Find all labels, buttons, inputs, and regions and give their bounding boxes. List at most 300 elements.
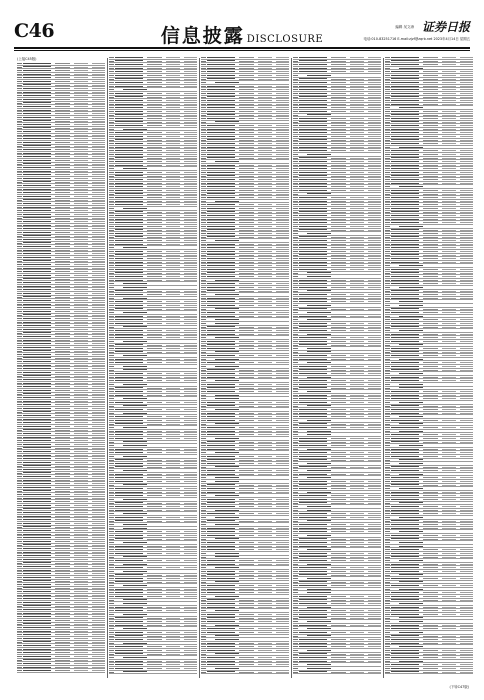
table-cell [331,600,346,601]
table-cell [184,118,197,119]
table-cell [74,307,87,308]
table-cell [423,319,438,320]
table-cell [55,620,70,621]
table-cell [276,334,289,335]
table-cell [258,273,271,274]
table-cell [423,194,438,195]
table-cell [368,97,381,98]
table-cell [385,470,390,471]
table-cell [92,523,105,524]
table-cell [92,192,105,193]
table-cell [391,172,419,173]
table-cell [23,577,51,578]
table-cell [299,150,327,151]
table-cell [23,616,51,617]
table-cell [115,337,143,338]
table-cell [239,64,254,65]
table-cell [92,591,105,592]
table-cell [55,408,70,409]
table-cell [293,542,298,543]
table-cell [55,652,70,653]
table-cell [331,370,346,371]
table-cell [92,77,105,78]
table-cell [147,330,162,331]
table-cell [184,388,197,389]
table-cell [147,636,162,637]
table-cell [23,544,51,545]
table-cell [293,140,298,141]
table-cell [276,276,289,277]
table-cell [293,251,298,252]
table-cell [239,89,254,90]
table-cell [299,556,327,557]
table-cell [17,95,22,96]
table-cell [258,646,271,647]
table-cell [166,273,179,274]
table-cell [184,452,197,453]
table-cell [299,661,327,662]
table-cell [276,115,289,116]
table-cell [74,663,87,664]
table-cell [442,564,455,565]
table-cell [423,485,438,486]
table-cell [201,287,206,288]
table-cell [391,82,419,83]
table-cell [201,413,206,414]
table-cell [385,362,390,363]
table-cell [115,423,143,424]
masthead-rule-thick [14,47,470,49]
table-cell [239,222,254,223]
table-cell [307,114,330,115]
table-cell [239,75,254,76]
table-cell [307,434,330,435]
table-cell [184,222,197,223]
table-cell [385,398,390,399]
table-cell [55,563,70,564]
table-cell [293,449,298,450]
table-cell [442,150,455,151]
table-cell [55,426,70,427]
table-cell [258,115,271,116]
table-cell [215,82,238,83]
table-cell [147,136,162,137]
table-cell [385,406,390,407]
table-cell [423,355,438,356]
table-cell [368,165,381,166]
table-cell [299,143,327,144]
table-cell [92,99,105,100]
table-cell [215,240,238,241]
table-cell [17,512,22,513]
table-cell [423,348,438,349]
table-cell [109,506,114,507]
table-cell [123,470,146,471]
table-cell [239,672,254,673]
table-cell [399,265,422,266]
table-cell [207,251,235,252]
table-cell [350,442,363,443]
table-cell [258,528,271,529]
table-cell [258,406,271,407]
table-cell [55,185,70,186]
table-cell [166,334,179,335]
table-cell [368,427,381,428]
table-cell [293,154,298,155]
table-cell [17,642,22,643]
table-cell [55,616,70,617]
table-cell [368,244,381,245]
table-cell [307,664,330,665]
table-cell [442,438,455,439]
table-cell [239,546,254,547]
table-cell [166,251,179,252]
table-cell [109,197,114,198]
table-cell [293,402,298,403]
table-cell [23,390,51,391]
table-cell [115,150,143,151]
table-cell [207,71,235,72]
table-cell [92,329,105,330]
table-cell [74,473,87,474]
table-cell [74,466,87,467]
table-cell [115,323,143,324]
table-cell [276,513,289,514]
table-cell [23,167,51,168]
table-cell [215,201,238,202]
table-cell [331,93,346,94]
table-cell [123,168,146,169]
table-cell [258,420,271,421]
table-cell [460,262,473,263]
table-cell [460,212,473,213]
table-cell [74,117,87,118]
table-cell [460,201,473,202]
table-cell [115,254,143,255]
table-cell [276,531,289,532]
table-cell [17,218,22,219]
table-cell [368,560,381,561]
table-cell [299,459,327,460]
table-cell [293,488,298,489]
table-cell [299,219,327,220]
table-cell [442,467,455,468]
table-cell [201,463,206,464]
table-cell [385,258,390,259]
table-cell [423,82,438,83]
table-cell [442,377,455,378]
table-cell [92,545,105,546]
table-cell [184,68,197,69]
table-cell [293,596,298,597]
table-cell [293,452,298,453]
table-cell [276,316,289,317]
table-cell [350,654,363,655]
table-cell [166,140,179,141]
table-cell [385,330,390,331]
table-cell [166,589,179,590]
table-cell [331,255,346,256]
table-cell [109,362,114,363]
table-cell [442,312,455,313]
table-cell [184,345,197,346]
table-cell [74,649,87,650]
table-cell [115,348,143,349]
table-cell [201,395,206,396]
table-cell [207,132,235,133]
table-cell [258,176,271,177]
table-cell [55,386,70,387]
table-cell [239,176,254,177]
table-cell [258,215,271,216]
table-cell [147,222,162,223]
table-cell [385,564,390,565]
table-cell [258,657,271,658]
table-cell [423,168,438,169]
table-cell [109,107,114,108]
table-cell [166,531,179,532]
table-cell [55,250,70,251]
table-cell [201,273,206,274]
table-cell [74,103,87,104]
table-cell [184,495,197,496]
table-cell [331,298,346,299]
table-cell [331,79,346,80]
table-cell [184,262,197,263]
table-cell [17,448,22,449]
table-cell [299,513,327,514]
table-cell [55,537,70,538]
table-cell [307,592,330,593]
table-cell [460,233,473,234]
table-cell [391,165,419,166]
table-cell [215,280,238,281]
table-cell [17,343,22,344]
table-cell [299,528,327,529]
table-cell [423,398,438,399]
table-cell [115,574,143,575]
table-cell [350,531,363,532]
table-cell [215,380,238,381]
table-cell [207,341,235,342]
table-cell [109,233,114,234]
table-cell [385,219,390,220]
table-cell [92,645,105,646]
table-cell [258,373,271,374]
table-cell [92,318,105,319]
table-cell [55,512,70,513]
table-cell [55,149,70,150]
table-cell [17,289,22,290]
table-cell [55,351,70,352]
table-cell [17,372,22,373]
table-cell [109,567,114,568]
table-cell [293,262,298,263]
table-cell [293,129,298,130]
table-cell [331,97,346,98]
table-cell [331,57,346,58]
table-cell [293,575,298,576]
table-cell [239,413,254,414]
table-cell [299,236,327,237]
table-cell [17,131,22,132]
table-cell [207,183,235,184]
table-cell [55,146,70,147]
table-cell [74,570,87,571]
table-cell [368,553,381,554]
table-cell [184,215,197,216]
table-cell [166,136,179,137]
table-cell [215,581,238,582]
table-cell [460,111,473,112]
table-cell [299,567,327,568]
table-cell [166,194,179,195]
table-cell [92,343,105,344]
table-cell [258,427,271,428]
disclosure-table-area [17,56,467,680]
table-cell [207,107,235,108]
table-cell [92,358,105,359]
table-cell [23,433,51,434]
table-cell [17,415,22,416]
table-cell [207,571,235,572]
table-cell [215,366,238,367]
table-cell [55,178,70,179]
table-cell [460,291,473,292]
table-cell [299,617,327,618]
table-cell [17,196,22,197]
table-cell [239,531,254,532]
table-cell [23,117,51,118]
table-cell [166,183,179,184]
table-cell [92,505,105,506]
table-cell [460,492,473,493]
table-cell [331,481,346,482]
table-cell [17,110,22,111]
table-cell [423,513,438,514]
table-cell [350,424,363,425]
table-cell [385,276,390,277]
table-cell [368,190,381,191]
table-cell [55,516,70,517]
table-cell [166,244,179,245]
table-cell [385,115,390,116]
table-cell [184,373,197,374]
table-cell [276,492,289,493]
table-cell [258,485,271,486]
table-cell [391,506,419,507]
table-cell [293,567,298,568]
table-cell [258,79,271,80]
table-cell [123,614,146,615]
table-cell [239,589,254,590]
table-cell [258,194,271,195]
table-cell [460,82,473,83]
table-cell [442,449,455,450]
table-cell [299,571,327,572]
table-cell [239,560,254,561]
table-cell [17,304,22,305]
table-cell [92,458,105,459]
table-cell [55,67,70,68]
table-cell [423,122,438,123]
table-cell [109,589,114,590]
table-cell [74,491,87,492]
table-cell [55,559,70,560]
table-cell [368,643,381,644]
table-cell [74,261,87,262]
table-cell [460,528,473,529]
table-cell [74,210,87,211]
table-cell [123,456,146,457]
table-cell [201,618,206,619]
table-cell [109,258,114,259]
table-cell [460,362,473,363]
table-cell [276,71,289,72]
table-cell [147,75,162,76]
section-title-en: DISCLOSURE [246,34,324,45]
table-cell [74,433,87,434]
table-cell [115,136,143,137]
table-cell [350,575,363,576]
table-cell [207,456,235,457]
table-cell [391,168,419,169]
table-cell [215,409,238,410]
table-cell [350,402,363,403]
table-cell [239,442,254,443]
table-cell [299,121,327,122]
table-cell [201,409,206,410]
table-cell [299,441,327,442]
table-cell [299,111,327,112]
table-cell [207,621,235,622]
table-cell [201,442,206,443]
table-cell [299,366,327,367]
table-cell [215,625,238,626]
table-cell [74,257,87,258]
table-cell [17,404,22,405]
table-cell [276,434,289,435]
table-cell [92,81,105,82]
table-cell [55,473,70,474]
table-cell [74,581,87,582]
table-cell [92,627,105,628]
table-cell [350,294,363,295]
table-cell [276,431,289,432]
table-cell [184,362,197,363]
table-cell [460,132,473,133]
table-cell [331,89,346,90]
table-cell [207,657,235,658]
table-cell [74,214,87,215]
table-cell [166,258,179,259]
table-cell [239,528,254,529]
table-cell [147,197,162,198]
table-cell [17,588,22,589]
table-cell [391,93,419,94]
table-cell [460,352,473,353]
table-cell [166,402,179,403]
table-cell [109,345,114,346]
table-cell [276,650,289,651]
table-cell [442,495,455,496]
table-cell [184,654,197,655]
table-cell [293,247,298,248]
table-cell [23,587,51,588]
table-cell [109,269,114,270]
table-cell [368,380,381,381]
table-cell [74,645,87,646]
